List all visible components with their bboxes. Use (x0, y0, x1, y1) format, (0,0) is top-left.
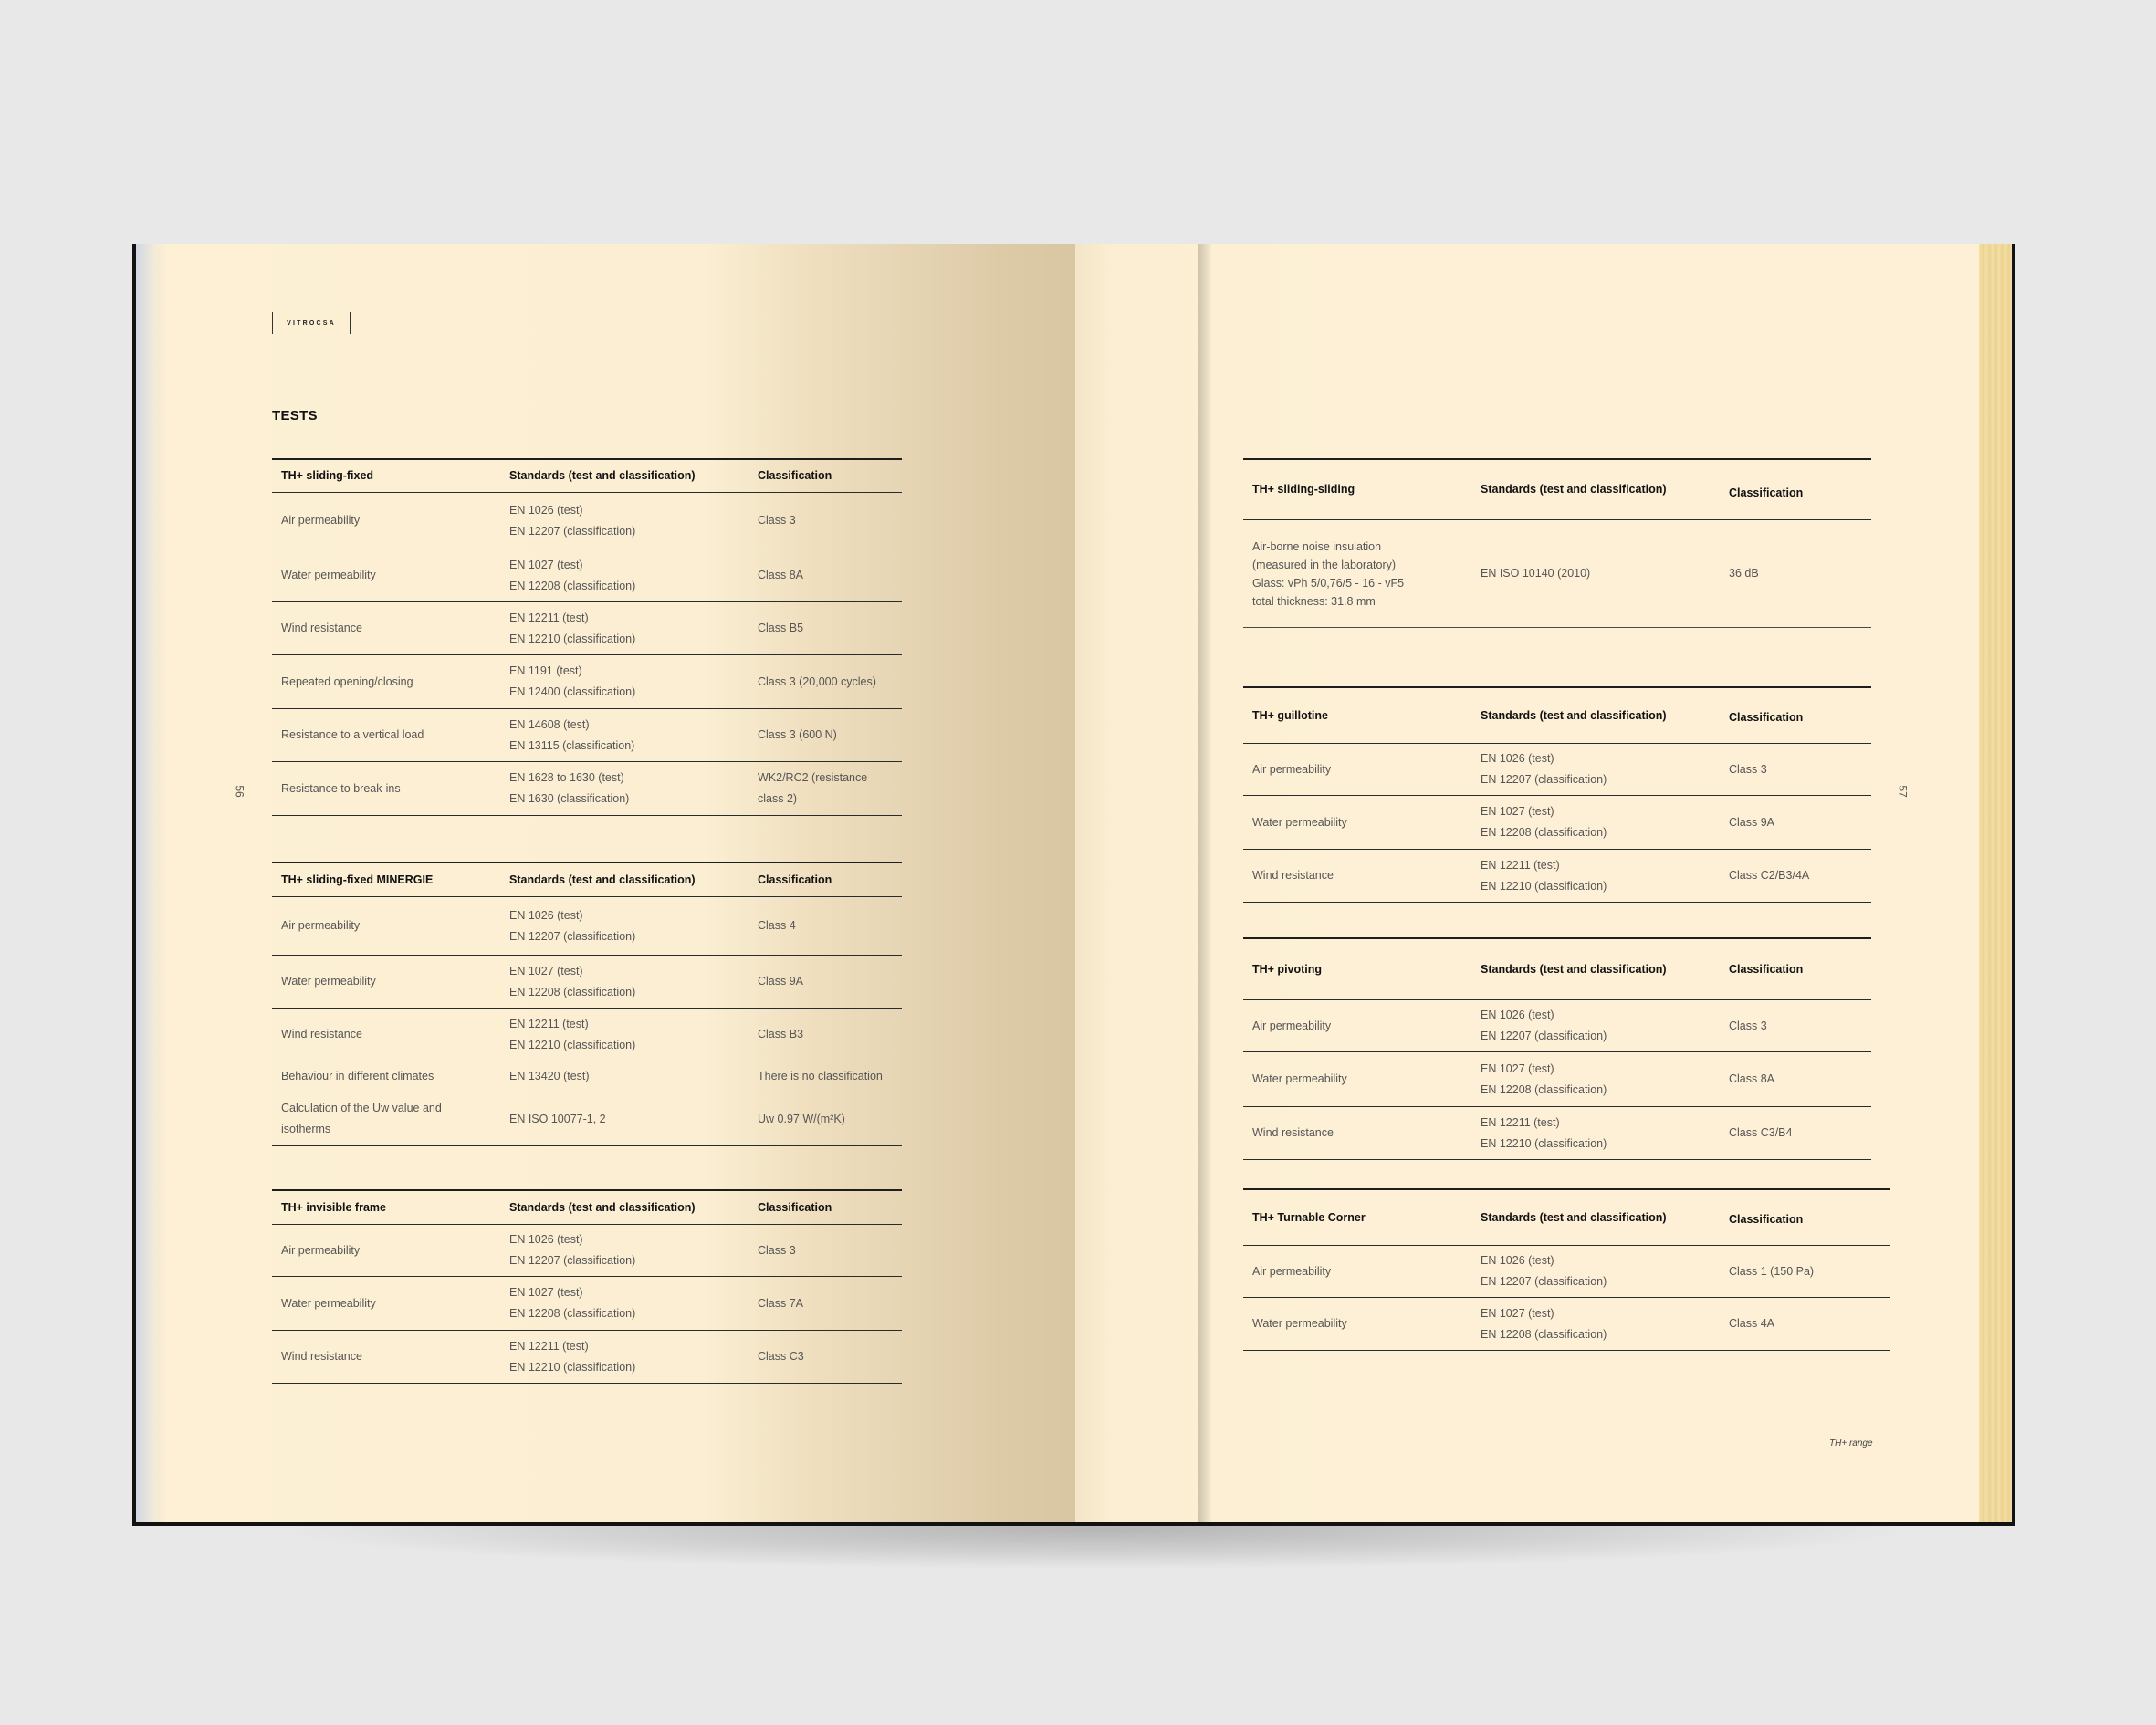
standard-test: EN 12211 (test) (1481, 858, 1560, 872)
classification-cell: Uw 0.97 W/(m²K) (758, 1112, 845, 1125)
standard-classification: EN 12210 (classification) (509, 632, 636, 645)
classification-cell: Class 3 (758, 514, 796, 527)
standard-test: EN 1026 (test) (509, 908, 583, 922)
standard-classification: EN 12400 (classification) (509, 685, 636, 698)
classification-line: class 2) (758, 792, 798, 805)
property-cell: Air permeability (1252, 1264, 1332, 1278)
standard-test: EN 1027 (test) (1481, 805, 1554, 818)
property-line: (measured in the laboratory) (1252, 558, 1397, 571)
standards-cell (500, 1229, 748, 1271)
table-row (272, 655, 902, 709)
standard-classification: EN 12207 (classification) (509, 929, 636, 943)
table-row (272, 1277, 902, 1331)
classification-cell: Class 7A (758, 1296, 804, 1310)
vitrocsa-logo: VITROCSA (272, 312, 351, 334)
property-cell: Wind resistance (1252, 1126, 1334, 1139)
standard-test: EN 1027 (test) (509, 558, 583, 571)
standard-test: EN 1026 (test) (509, 503, 583, 517)
classification-cell: Class 3 (1729, 762, 1767, 776)
standard-test: EN 1027 (test) (1481, 1061, 1554, 1075)
property-cell: Air permeability (1252, 1019, 1332, 1032)
property-cell: Wind resistance (281, 1350, 362, 1363)
header-classification: Classification (1729, 1212, 1804, 1226)
standards-cell (1471, 801, 1720, 843)
classification-cell: Class B3 (758, 1028, 804, 1040)
standards-cell (500, 715, 748, 757)
standard-test: EN 12211 (test) (1481, 1115, 1560, 1129)
standards-cell (1471, 1303, 1720, 1345)
header-standards: Standards (test and classification) (1481, 708, 1667, 722)
classification-cell: Class 3 (20,000 cycles) (758, 674, 876, 688)
table-pivoting (1243, 937, 1871, 1160)
table-turnable-corner (1243, 1188, 1890, 1351)
standards-cell (500, 1282, 748, 1324)
table-row (272, 1225, 902, 1277)
standard-test: EN 12211 (test) (509, 1339, 589, 1353)
header-product: TH+ sliding-sliding (1252, 483, 1355, 496)
header-standards: Standards (test and classification) (1481, 483, 1667, 496)
property-cell: Repeated opening/closing (281, 674, 413, 688)
property-cell: Wind resistance (281, 622, 362, 634)
property-cell: Behaviour in different climates (281, 1070, 434, 1082)
table-sliding-sliding (1243, 458, 1871, 628)
table-row (1243, 520, 1871, 628)
property-cell: Resistance to a vertical load (281, 728, 424, 741)
classification-cell: Class C3 (758, 1350, 804, 1363)
table-row (272, 1061, 902, 1092)
header-product: TH+ guillotine (1252, 708, 1328, 722)
standard-classification: EN 12208 (classification) (509, 579, 636, 592)
standards-cell (1471, 1250, 1720, 1292)
standard-classification: EN 12208 (classification) (1481, 826, 1607, 839)
standard-test: EN 1628 to 1630 (test) (509, 771, 624, 784)
standard-classification: EN 12210 (classification) (509, 1038, 636, 1051)
classification-cell: Class C2/B3/4A (1729, 869, 1810, 882)
classification-cell: Class C3/B4 (1729, 1126, 1793, 1139)
header-product: TH+ invisible frame (281, 1200, 386, 1214)
header-standards: Standards (test and classification) (509, 873, 696, 886)
table-row (1243, 796, 1871, 850)
page-number-left: 56 (233, 785, 246, 798)
standard-test: EN 1027 (test) (509, 1286, 583, 1299)
header-product: TH+ sliding-fixed (281, 469, 374, 482)
classification-cell: Class 4 (758, 919, 796, 932)
book-gutter (1198, 244, 1211, 1522)
property-line: Calculation of the Uw value and (281, 1102, 442, 1114)
table-sliding-fixed (272, 458, 902, 816)
classification-cell: Class B5 (758, 622, 804, 634)
header-classification: Classification (758, 873, 832, 886)
standards-cell (500, 905, 748, 947)
classification-cell: Class 8A (758, 569, 804, 581)
right-page-edge (1979, 244, 2012, 1522)
table-header-row (272, 1189, 902, 1225)
classification-line: WK2/RC2 (resistance (758, 771, 868, 784)
table-row (272, 602, 902, 655)
classification-cell: Class 1 (150 Pa) (1729, 1264, 1815, 1278)
table-row (272, 1092, 902, 1146)
classification-cell: 36 dB (1729, 567, 1759, 580)
standard-test: EN 12211 (test) (509, 611, 589, 624)
section-title: TESTS (272, 408, 318, 423)
header-classification: Classification (758, 1200, 832, 1214)
table-row (1243, 1298, 1890, 1351)
table-header-row (1243, 458, 1871, 520)
standard-classification: EN 12210 (classification) (1481, 1136, 1607, 1150)
standards-cell (500, 768, 748, 810)
table-row (272, 493, 902, 549)
standards-cell: EN ISO 10140 (2010) (1481, 567, 1591, 580)
header-classification: Classification (758, 469, 832, 482)
standard-classification: EN 12208 (classification) (1481, 1082, 1607, 1096)
standard-classification: EN 12207 (classification) (509, 1254, 636, 1267)
header-product: TH+ Turnable Corner (1252, 1210, 1366, 1224)
property-line: total thickness: 31.8 mm (1252, 594, 1376, 608)
left-page-edge (136, 244, 165, 1522)
standard-test: EN 1026 (test) (1481, 1254, 1554, 1267)
property-cell: Resistance to break-ins (281, 781, 401, 795)
table-sliding-fixed-minergie (272, 862, 902, 1146)
header-classification: Classification (1729, 962, 1804, 976)
standards-cell: EN ISO 10077-1, 2 (509, 1112, 606, 1125)
table-row (272, 897, 902, 956)
property-cell: Wind resistance (281, 1028, 362, 1040)
header-product: TH+ pivoting (1252, 962, 1323, 976)
classification-cell: Class 3 (758, 1243, 796, 1257)
table-row (272, 762, 902, 816)
classification-cell: Class 9A (1729, 815, 1775, 829)
standards-cell (500, 555, 748, 597)
standards-cell (500, 608, 748, 650)
standards-cell (500, 1336, 748, 1378)
classification-cell: Class 4A (1729, 1317, 1775, 1330)
table-header-row (1243, 1188, 1890, 1246)
header-classification: Classification (1729, 486, 1804, 499)
standard-test: EN 1191 (test) (509, 664, 582, 677)
property-cell: Water permeability (1252, 1317, 1347, 1330)
standard-classification: EN 1630 (classification) (509, 792, 630, 805)
classification-cell: Class 3 (1729, 1019, 1767, 1032)
classification-cell: There is no classification (758, 1070, 883, 1082)
standards-cell (1471, 748, 1720, 790)
table-row (272, 1331, 902, 1384)
standard-classification: EN 12207 (classification) (1481, 773, 1607, 786)
standards-cell (1471, 1059, 1720, 1101)
standards-cell (1471, 855, 1720, 897)
standard-test: EN 1026 (test) (509, 1233, 583, 1246)
property-cell: Air permeability (281, 1243, 361, 1257)
standard-test: EN 12211 (test) (509, 1017, 589, 1030)
property-line: Glass: vPh 5/0,76/5 - 16 - vF5 (1252, 576, 1405, 590)
property-cell: Wind resistance (1252, 869, 1334, 882)
property-line: Air-borne noise insulation (1252, 539, 1382, 553)
classification-cell: Class 9A (758, 975, 804, 988)
property-cell: Air permeability (281, 919, 361, 932)
table-row (1243, 1246, 1890, 1298)
classification-cell: Class 3 (600 N) (758, 728, 837, 741)
header-standards: Standards (test and classification) (509, 469, 696, 482)
table-header-row (272, 862, 902, 897)
table-row (1243, 1107, 1871, 1160)
table-row (1243, 850, 1871, 903)
table-guillotine (1243, 686, 1871, 903)
header-standards: Standards (test and classification) (1481, 962, 1667, 976)
property-cell: Water permeability (1252, 1072, 1347, 1085)
standard-test: EN 1026 (test) (1481, 1009, 1554, 1021)
page-number-right: 57 (1896, 785, 1910, 798)
standard-test: EN 1027 (test) (509, 964, 583, 978)
classification-cell: Class 8A (1729, 1072, 1775, 1085)
standards-cell (500, 961, 748, 1003)
standard-classification: EN 12208 (classification) (1481, 1327, 1607, 1341)
table-row (272, 956, 902, 1009)
table-row (1243, 1000, 1871, 1052)
table-row (272, 1009, 902, 1061)
property-cell: Water permeability (281, 975, 376, 988)
property-cell (272, 1098, 500, 1140)
property-cell: Water permeability (281, 569, 376, 581)
table-invisible-frame (272, 1189, 902, 1384)
standards-cell (500, 661, 748, 703)
footer-note: TH+ range (1829, 1438, 1873, 1448)
header-standards: Standards (test and classification) (1481, 1210, 1667, 1224)
standards-cell (1471, 1005, 1720, 1047)
property-cell: Air permeability (1252, 762, 1332, 776)
standard-test: EN 1027 (test) (1481, 1306, 1554, 1320)
table-row (272, 549, 902, 602)
table-row (1243, 1052, 1871, 1107)
table-row (1243, 744, 1871, 796)
standard-test: EN 1026 (test) (1481, 752, 1554, 765)
standard-classification: EN 12208 (classification) (509, 1307, 636, 1320)
standard-classification: EN 12210 (classification) (1481, 879, 1607, 893)
table-header-row (1243, 686, 1871, 744)
standard-classification: EN 12208 (classification) (509, 985, 636, 998)
header-classification: Classification (1729, 710, 1804, 724)
standard-classification: EN 12210 (classification) (509, 1360, 636, 1374)
header-product: TH+ sliding-fixed MINERGIE (281, 873, 434, 886)
property-cell: Water permeability (1252, 815, 1347, 829)
header-standards: Standards (test and classification) (509, 1200, 696, 1214)
standards-cell (500, 1014, 748, 1056)
table-header-row (1243, 937, 1871, 1000)
property-cell (1243, 538, 1471, 611)
table-header-row (272, 458, 902, 493)
standards-cell (1471, 1113, 1720, 1155)
standard-classification: EN 12207 (classification) (509, 524, 636, 538)
property-line: isotherms (281, 1123, 331, 1135)
standard-test: EN 14608 (test) (509, 717, 590, 731)
standard-classification: EN 12207 (classification) (1481, 1030, 1607, 1042)
standards-cell: EN 13420 (test) (509, 1070, 590, 1082)
property-cell: Air permeability (281, 514, 361, 527)
property-cell: Water permeability (281, 1296, 376, 1310)
standard-classification: EN 12207 (classification) (1481, 1275, 1607, 1288)
table-row (272, 709, 902, 762)
standard-classification: EN 13115 (classification) (509, 738, 635, 752)
standards-cell (500, 500, 748, 542)
classification-cell (748, 768, 902, 810)
